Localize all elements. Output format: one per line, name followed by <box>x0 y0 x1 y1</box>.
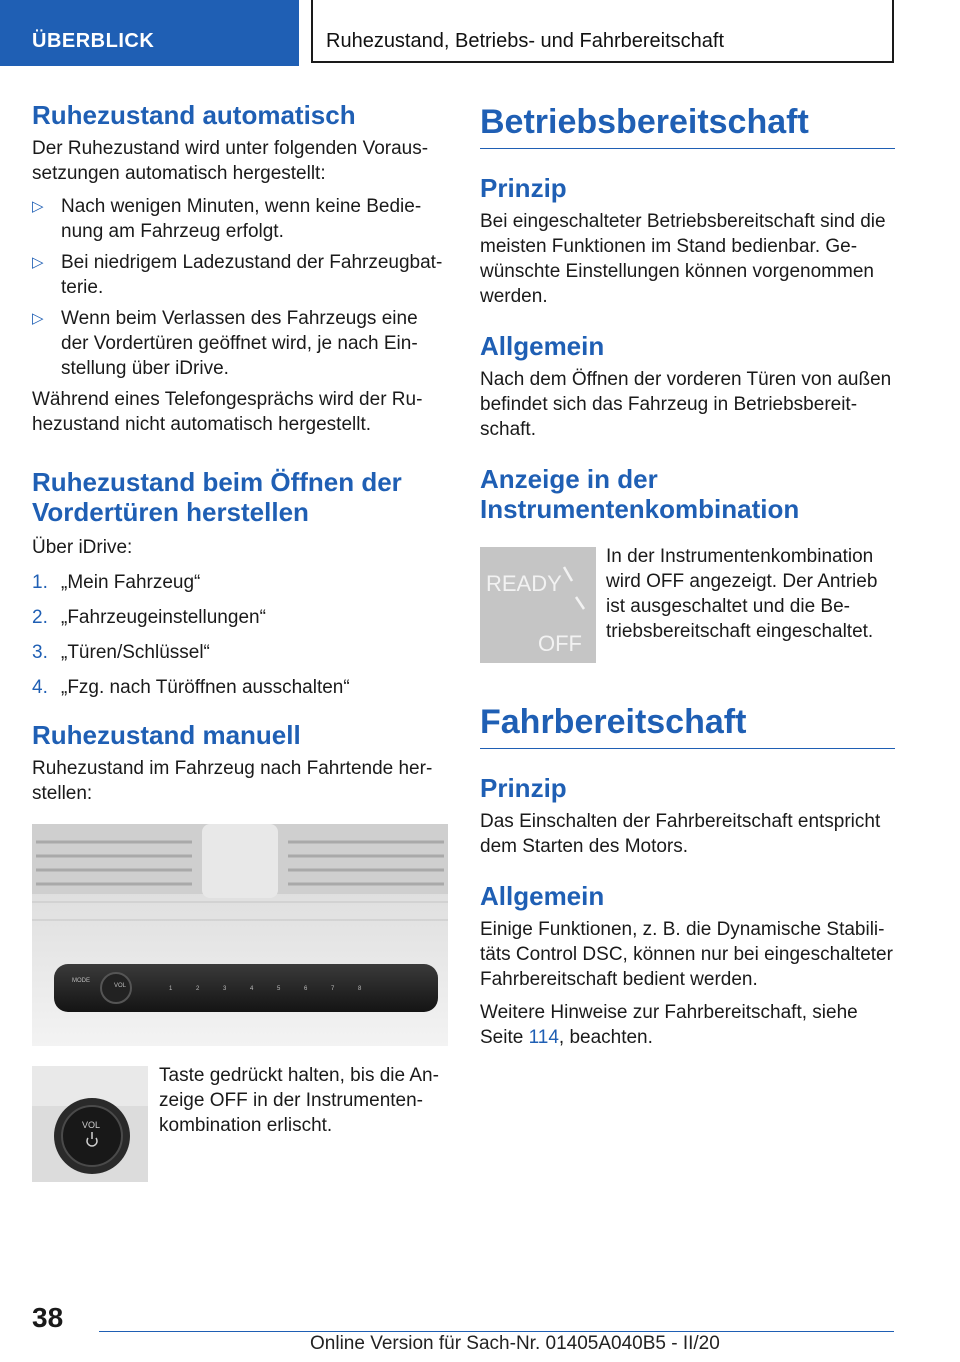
heading-auto: Ruhezustand automatisch <box>32 100 356 130</box>
fahrbereitschaft-section <box>480 700 895 1050</box>
list-item: ▷ Bei niedrigem Ladezustand der Fahrzeugbatterie. <box>32 252 443 298</box>
bb-general-text: Nach dem Öffnen der vorderen Türen von außen befindet sich das Fahrzeug in Betriebsbereitschaft. <box>480 369 892 440</box>
footer-text: Online Version für Sach-Nr. 01405A040B5 - II/20 <box>310 1333 720 1354</box>
bb-display-text: In der Instrumentenkombination wird OFF angezeigt. Der Antrieb ist ausgeschaltet und die Betriebsbereitschaft eingeschaltet. <box>606 546 878 642</box>
ready-display-image <box>480 547 596 663</box>
heading-bb-principle: Prinzip <box>480 173 567 203</box>
section-label: ÜBERBLICK <box>32 30 155 52</box>
page-number: 38 <box>32 1302 64 1333</box>
page-link[interactable]: 114 <box>528 1027 559 1048</box>
section-tab <box>0 0 299 66</box>
list-item: ▷ Wenn beim Verlassen des Fahrzeugs eine der Vordertüren geöffnet wird, je nach Einstellung über iDrive. <box>32 308 418 379</box>
list-item: 4. „Fzg. nach Türöffnen ausschalten“ <box>32 677 350 698</box>
preset-1: 1 <box>169 986 173 992</box>
heading-fahrbereitschaft: Fahrbereitschaft <box>480 700 895 749</box>
volume-knob-image <box>32 1066 148 1182</box>
auto-note: Während eines Telefongesprächs wird der Ruhezustand nicht automatisch hergestellt. <box>32 389 423 435</box>
fb-principle-text: Das Einschalten der Fahrbereitschaft entspricht dem Starten des Motors. <box>480 811 881 857</box>
chapter-header <box>311 0 894 63</box>
heading-fb-principle: Prinzip <box>480 773 567 803</box>
heading-betriebsbereitschaft: Betriebsbereitschaft <box>480 100 895 149</box>
off-label: OFF <box>538 631 582 656</box>
footer-divider <box>99 1331 894 1332</box>
preset-2: 2 <box>196 986 200 992</box>
heading-bb-general: Allgemein <box>480 331 605 361</box>
bb-principle-text: Bei eingeschalteter Betriebsbereitschaft sind die meisten Funktionen im Stand bedienbar. Gewünschte Einstellungen können vorgenommen werden. <box>480 211 886 307</box>
triangle-bullet-icon: ▷ <box>32 254 44 271</box>
preset-4: 4 <box>250 986 254 992</box>
list-item: 3. „Türen/Schlüssel“ <box>32 642 210 663</box>
right-column <box>480 100 895 524</box>
control-panel-image <box>32 824 448 1046</box>
heading-fb-general: Allgemein <box>480 881 605 911</box>
preset-6: 6 <box>304 986 308 992</box>
vol-label: VOL <box>114 983 127 989</box>
open-intro: Über iDrive: <box>32 537 133 558</box>
list-item: 2. „Fahrzeugeinstellungen“ <box>32 607 266 628</box>
heading-open-doors: Ruhezustand beim Öffnen der Vordertüren herstellen <box>32 467 402 527</box>
mode-label: MODE <box>72 978 90 984</box>
control-panel-illustration <box>32 824 448 1046</box>
knob-vol-label: VOL <box>82 1120 101 1130</box>
ready-label: READY <box>486 571 562 596</box>
ready-off-gauge-illustration <box>480 547 596 663</box>
preset-3: 3 <box>223 986 227 992</box>
fb-general-text: Einige Funktionen, z. B. die Dynamische Stabilitäts Control DSC, können nur bei eingeschalteter Fahrbereitschaft bedient werden. <box>480 919 893 990</box>
auto-intro: Der Ruhezustand wird unter folgenden Voraussetzungen automatisch hergestellt: <box>32 138 429 184</box>
preset-7: 7 <box>331 986 335 992</box>
volume-knob-illustration <box>32 1066 148 1182</box>
auto-conditions-list <box>32 194 448 381</box>
list-item: 1. „Mein Fahrzeug“ <box>32 572 201 593</box>
list-item: ▷ Nach wenigen Minuten, wenn keine Bedienung am Fahrzeug erfolgt. <box>32 196 422 242</box>
heading-bb-display: Anzeige in der Instrumentenkombination <box>480 464 800 524</box>
left-column <box>32 100 448 806</box>
idrive-steps <box>32 570 448 700</box>
preset-5: 5 <box>277 986 281 992</box>
triangle-bullet-icon: ▷ <box>32 198 44 215</box>
knob-instruction: Taste gedrückt halten, bis die Anzeige OFF in der Instrumentenkombination erlischt. <box>159 1065 439 1136</box>
triangle-bullet-icon: ▷ <box>32 310 44 327</box>
chapter-title: Ruhezustand, Betriebs- und Fahrbereitschaft <box>326 30 724 52</box>
preset-8: 8 <box>358 986 362 992</box>
fb-reference: Weitere Hinweise zur Fahrbereitschaft, siehe Seite 114, beachten. <box>480 1002 858 1048</box>
heading-manual: Ruhezustand manuell <box>32 720 301 750</box>
manual-intro: Ruhezustand im Fahrzeug nach Fahrtende herstellen: <box>32 758 433 804</box>
